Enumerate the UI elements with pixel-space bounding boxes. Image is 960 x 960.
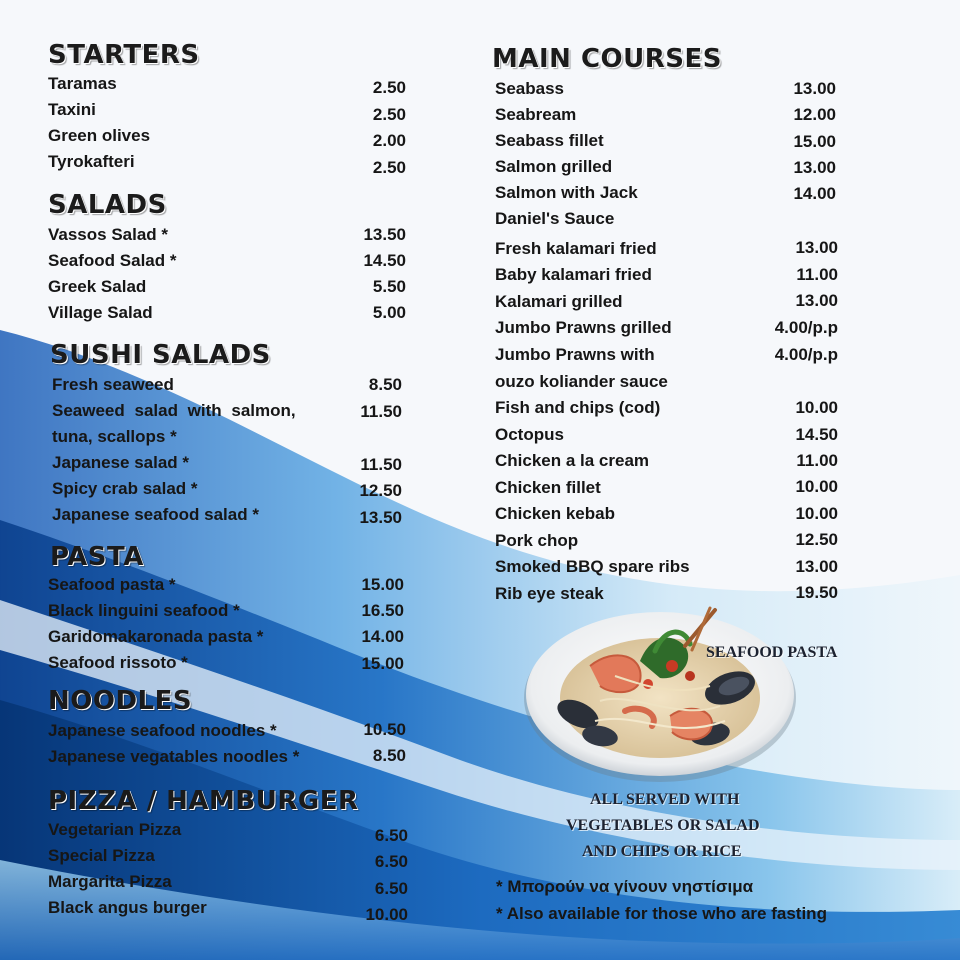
item-price: 12.50: [795, 530, 838, 549]
item-name: Black angus burger: [48, 898, 207, 917]
item-price: 10.50: [363, 720, 406, 739]
item-name: Jumbo Prawns grilled: [495, 318, 672, 337]
item-price: 6.50: [374, 879, 408, 898]
item-price: 12.00: [793, 105, 836, 124]
item-price: 5.00: [372, 303, 406, 322]
item-name-continued: tuna, scallops *: [52, 427, 177, 446]
item-price: 2.50: [372, 158, 406, 177]
item-price: 19.50: [795, 583, 838, 602]
item-price: 2.50: [372, 105, 406, 124]
item-price: 13.00: [795, 557, 838, 576]
item-price: 13.00: [795, 291, 838, 310]
item-name: Vegetarian Pizza: [48, 820, 182, 839]
item-price: 4.00/p.p: [774, 318, 838, 337]
item-price: 14.50: [363, 251, 406, 270]
item-name: Rib eye steak: [495, 584, 604, 603]
item-name: Village Salad: [48, 303, 153, 322]
item-name: Green olives: [48, 126, 151, 145]
item-name: Fish and chips (cod): [495, 398, 661, 417]
item-name: Fresh seaweed: [52, 375, 174, 394]
item-name: Kalamari grilled: [495, 292, 623, 311]
item-name: Seafood rissoto *: [48, 653, 188, 672]
item-name: Japanese seafood salad *: [52, 505, 259, 524]
section-title-salads: SALADS: [48, 190, 167, 220]
item-name: Pork chop: [495, 531, 579, 550]
item-name: Chicken kebab: [495, 504, 615, 523]
item-name: Smoked BBQ spare ribs: [495, 557, 690, 576]
served-with-line: VEGETABLES OR SALAD: [566, 817, 760, 834]
item-name: Seaweed salad with salmon,: [52, 401, 296, 420]
item-price: 10.00: [365, 905, 408, 924]
item-name: Seafood pasta *: [48, 575, 176, 594]
item-price: 16.50: [361, 601, 404, 620]
item-price: 14.00: [793, 184, 836, 203]
item-name: Garidomakaronada pasta *: [48, 627, 264, 646]
item-name: Vassos Salad *: [48, 225, 169, 244]
item-price: 8.50: [372, 746, 406, 765]
item-name: Chicken a la cream: [495, 451, 650, 470]
item-price: 13.50: [363, 225, 406, 244]
served-with-line: AND CHIPS OR RICE: [582, 843, 742, 860]
item-name: Chicken fillet: [495, 478, 601, 497]
item-price: 13.00: [793, 79, 836, 98]
item-name: Fresh kalamari fried: [495, 239, 657, 258]
item-name: Salmon with Jack: [495, 183, 638, 202]
item-name: Octopus: [495, 425, 564, 444]
item-price: 14.50: [795, 425, 838, 444]
item-price: 12.50: [359, 481, 402, 500]
item-name: Salmon grilled: [495, 157, 613, 176]
item-name: Tyrokafteri: [48, 152, 135, 171]
item-price: 11.00: [796, 265, 838, 284]
item-name: Spicy crab salad *: [52, 479, 198, 498]
section-title-pizza-hamburger: PIZZA / HAMBURGER: [48, 786, 359, 816]
item-price: 11.50: [360, 455, 402, 474]
item-name-continued: ouzo koliander sauce: [495, 372, 668, 391]
item-price: 5.50: [372, 277, 406, 296]
item-name: Seabream: [495, 105, 577, 124]
served-with-line: ALL SERVED WITH: [590, 791, 740, 808]
item-price: 15.00: [793, 132, 836, 151]
item-name: Seabass: [495, 79, 564, 98]
item-price: 13.00: [795, 238, 838, 257]
fasting-note-greek: * Μπορούν να γίνουν νηστίσιμα: [496, 877, 754, 896]
item-name: Baby kalamari fried: [495, 265, 652, 284]
item-name: Greek Salad: [48, 277, 147, 296]
item-price: 8.50: [368, 375, 402, 394]
item-price: 15.00: [361, 654, 404, 673]
item-name: Japanese seafood noodles *: [48, 721, 277, 740]
fasting-note-english: * Also available for those who are fasting: [496, 904, 827, 923]
item-price: 10.00: [795, 398, 838, 417]
item-price: 2.50: [372, 78, 406, 97]
item-price: 13.50: [359, 508, 402, 527]
section-title-sushi-salads: SUSHI SALADS: [50, 340, 271, 370]
item-price: 6.50: [374, 852, 408, 871]
item-name: Black linguini seafood *: [48, 601, 240, 620]
item-price: 6.50: [374, 826, 408, 845]
item-name: Seabass fillet: [495, 131, 604, 150]
item-price: 4.00/p.p: [774, 345, 838, 364]
item-name: Taxini: [48, 100, 96, 119]
item-price: 14.00: [361, 627, 404, 646]
item-name: Seafood Salad *: [48, 251, 177, 270]
item-price: 10.00: [795, 477, 838, 496]
item-name: Jumbo Prawns with: [495, 345, 655, 364]
section-title-starters: STARTERS: [48, 40, 200, 70]
section-title-noodles: NOODLES: [48, 686, 193, 716]
item-price: 15.00: [361, 575, 404, 594]
item-name: Taramas: [48, 74, 117, 93]
section-title-main-courses: MAIN COURSES: [492, 44, 723, 74]
item-name: Margarita Pizza: [48, 872, 172, 891]
item-price: 11.00: [796, 451, 838, 470]
item-price: 10.00: [795, 504, 838, 523]
item-name: Special Pizza: [48, 846, 155, 865]
item-price: 13.00: [793, 158, 836, 177]
item-name: Japanese salad *: [52, 453, 190, 472]
seafood-pasta-photo: [520, 606, 800, 786]
item-price: 11.50: [360, 402, 402, 421]
item-name: Japanese vegatables noodles *: [48, 747, 300, 766]
item-name-continued: Daniel's Sauce: [495, 209, 615, 228]
item-price: 2.00: [372, 131, 406, 150]
photo-caption: SEAFOOD PASTA: [706, 644, 838, 661]
section-title-pasta: PASTA: [50, 542, 144, 572]
